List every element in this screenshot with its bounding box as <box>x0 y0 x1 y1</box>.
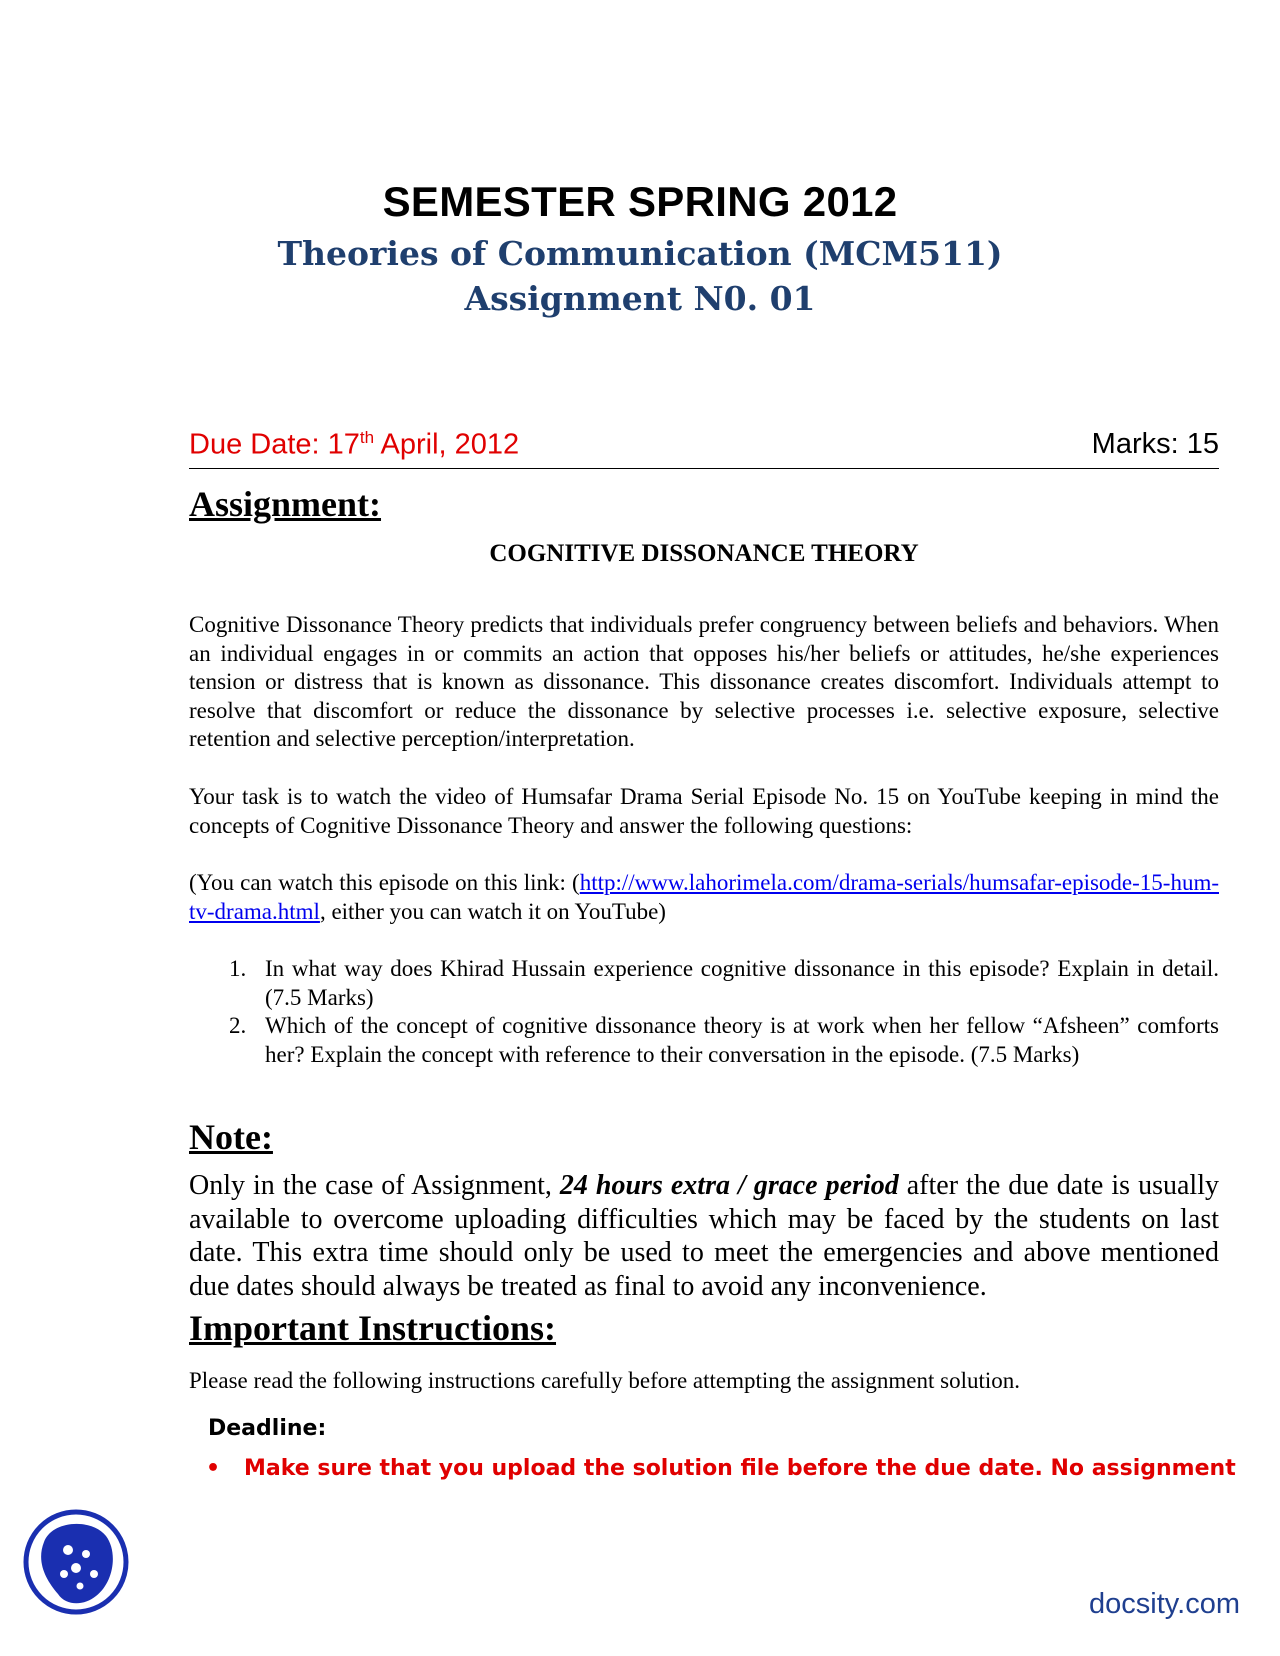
deadline-bullet-item <box>206 1456 1236 1481</box>
question-list <box>189 955 1219 1069</box>
docsity-watermark[interactable]: docsity.com <box>1089 1588 1240 1620</box>
docsity-logo-icon <box>22 1502 130 1622</box>
assignment-heading: Assignment: <box>189 484 382 524</box>
note-text-after: after the due date is usually available to overcome uploading difficulties which may be faced by the students on last date. This extra time should only be used to meet the emergencies and above mentioned due dates should always be treated as final to avoid any inconvenience. <box>189 1170 1219 1302</box>
question-item <box>189 955 1219 1012</box>
link-intro: (You can watch this episode on this link: ( <box>189 870 580 895</box>
deadline-text: Make sure that you upload the solution file before the due date. No assignment <box>244 1456 1236 1481</box>
bullet-icon: • <box>206 1456 221 1481</box>
note-emphasis: 24 hours extra / grace period <box>559 1170 899 1201</box>
due-date-suffix: th <box>359 428 375 447</box>
due-date-row <box>189 428 1219 469</box>
episode-link-paragraph <box>189 869 1219 926</box>
question-text: In what way does Khirad Hussain experience cognitive dissonance in this episode? Explain in detail. (7.5 Marks) <box>265 956 1219 1010</box>
task-description: Your task is to watch the video of Humsafar Drama Serial Episode No. 15 on YouTube keeping in mind the concepts of Cognitive Dissonance Theory and answer the following questions: <box>189 784 1219 838</box>
question-number: 1. <box>229 956 247 981</box>
theory-description: Cognitive Dissonance Theory predicts that individuals prefer congruency between beliefs and behaviors. When an individual engages in or commits an action that opposes his/her beliefs or attitudes, he/she experiences tension or distress that is known as dissonance. This dissonance creates discomfort. Individuals attempt to resolve that discomfort or reduce the dissonance by selective processes i.e. selective exposure, selective retention and selective perception/interpretation. <box>189 612 1219 752</box>
question-number: 2. <box>229 1013 247 1039</box>
marks: Marks: 15 <box>1091 428 1219 460</box>
question-item <box>189 1012 1219 1069</box>
link-outro: , either you can watch it on YouTube) <box>319 898 666 924</box>
instructions-intro: Please read the following instructions carefully before attempting the assignment solution. <box>189 1368 1020 1393</box>
deadline-label: Deadline: <box>208 1416 327 1441</box>
assignment-number: Assignment N0. 01 <box>464 279 816 318</box>
course-title: Theories of Communication (MCM511) <box>277 234 1003 273</box>
note-text-before: Only in the case of Assignment, <box>189 1170 560 1201</box>
due-date <box>189 428 519 462</box>
due-date-rest: April, 2012 <box>374 428 520 461</box>
note-heading: Note: <box>189 1117 273 1157</box>
question-text: Which of the concept of cognitive dissonance theory is at work when her fellow “Afsheen” comforts her? Explain the concept with reference to their conversation in the episode. (7.5 Marks) <box>265 1013 1219 1067</box>
due-date-label: Due Date: 17 <box>189 428 360 461</box>
note-text <box>189 1169 1219 1303</box>
semester-title: SEMESTER SPRING 2012 <box>382 178 898 225</box>
episode-link[interactable]: http://www.lahorimela.com/drama-serials/humsafar-episode-15-hum-tv-drama.html <box>189 870 1219 924</box>
important-instructions-heading: Important Instructions: <box>189 1308 557 1348</box>
theory-title: COGNITIVE DISSONANCE THEORY <box>489 540 919 567</box>
